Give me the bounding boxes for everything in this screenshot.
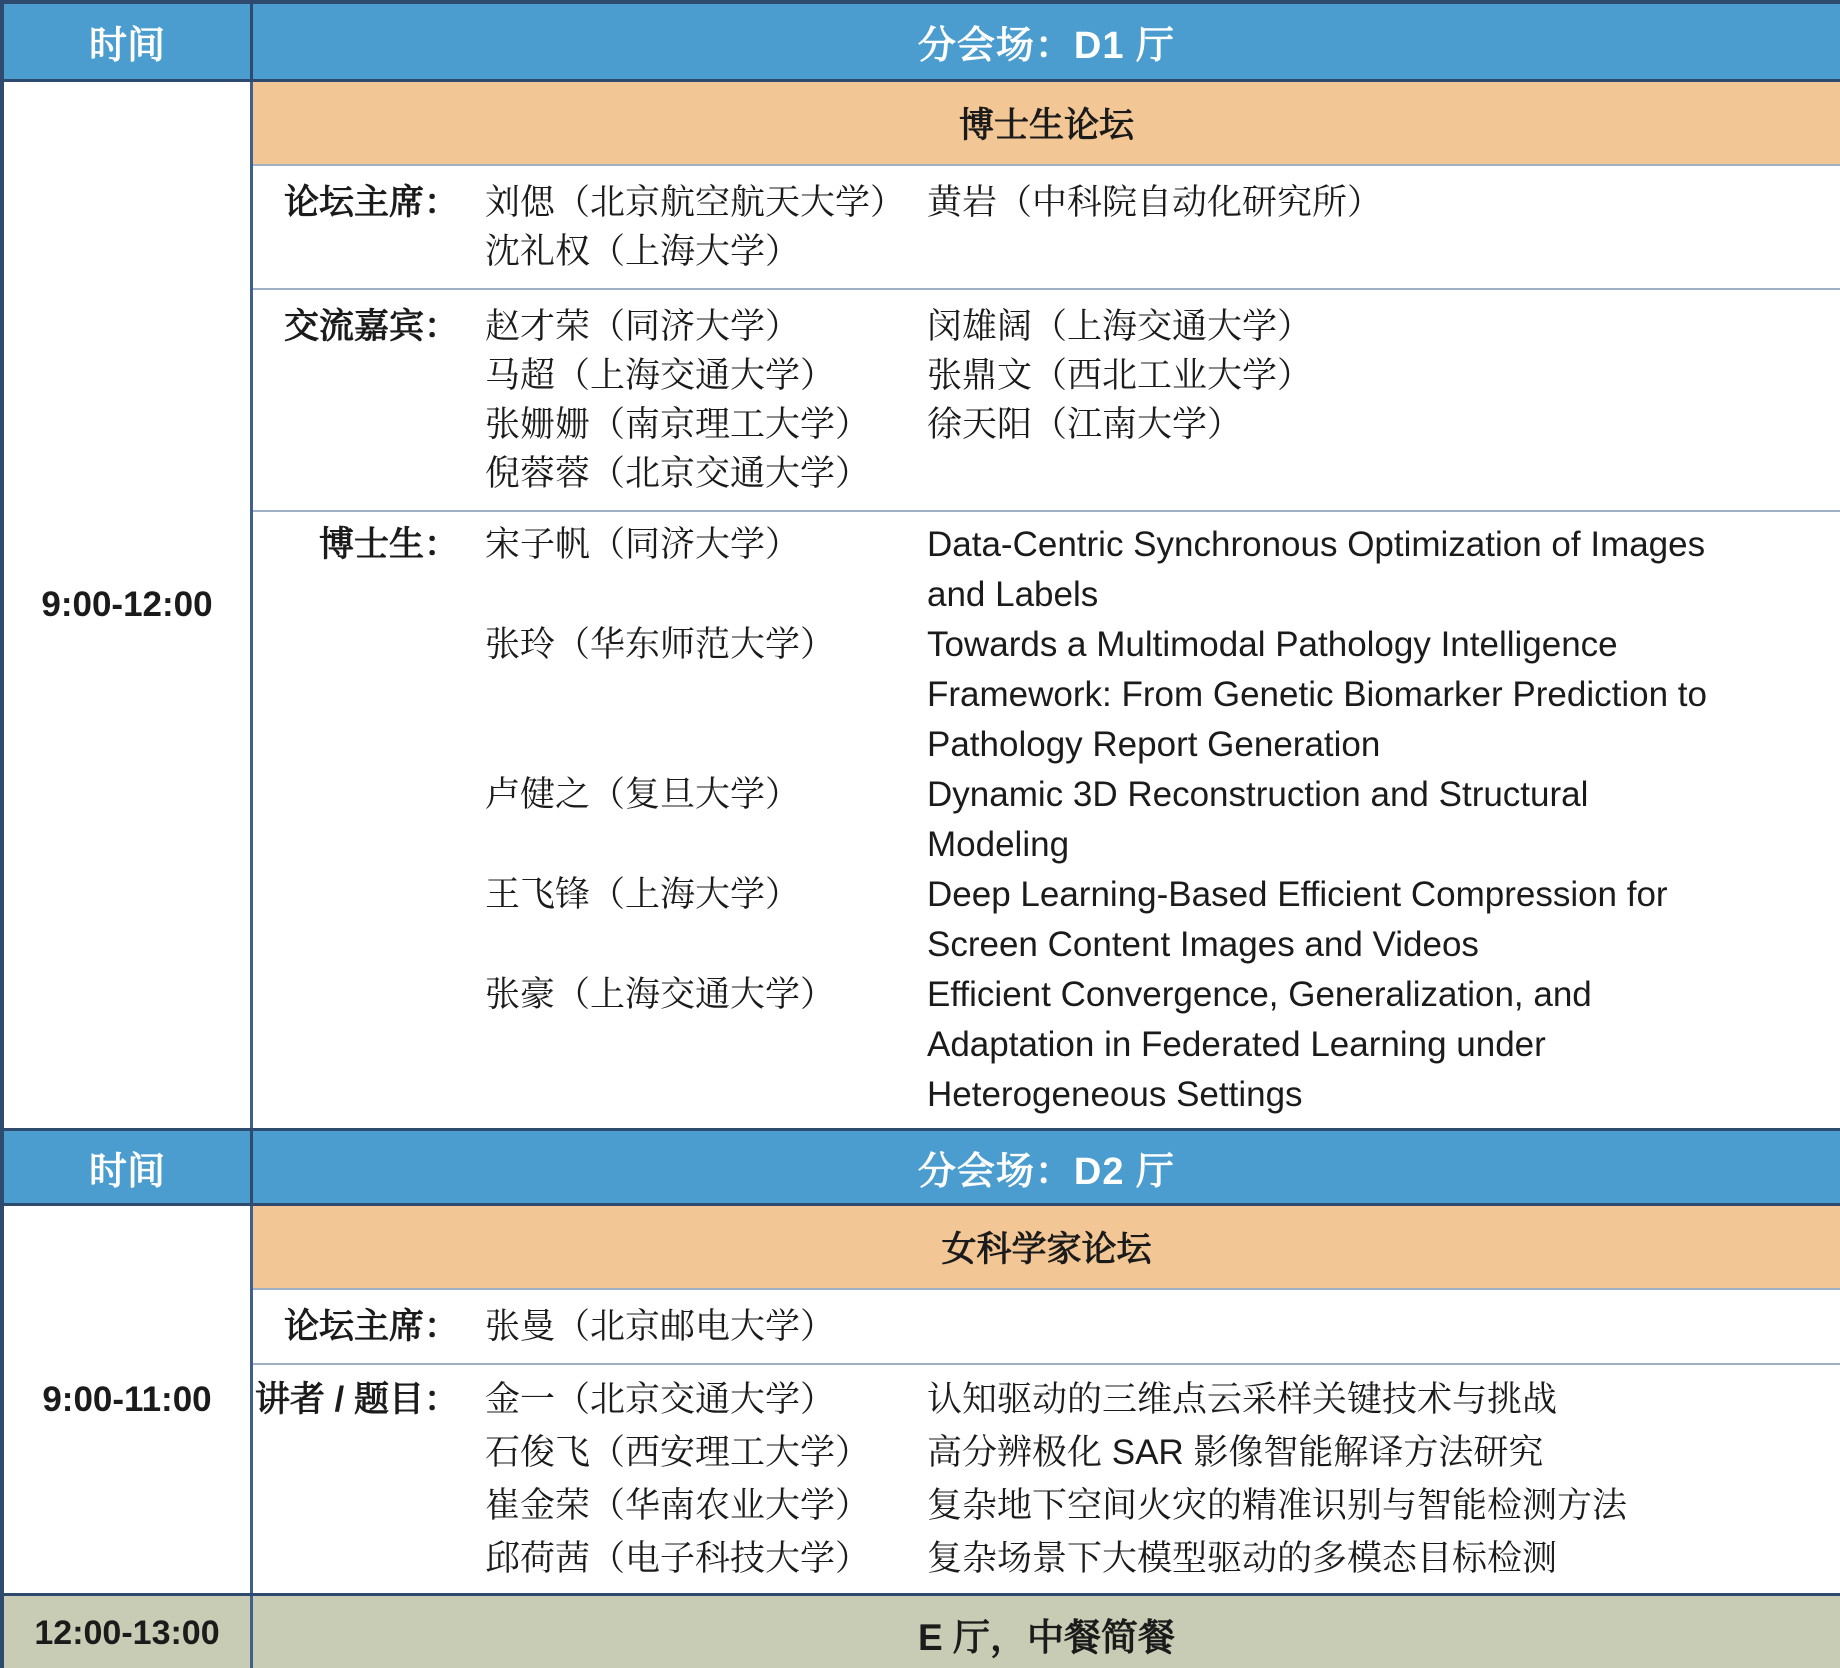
phd-name: 张玲（华东师范大学） <box>485 625 836 664</box>
header-row-d1 <box>4 4 1840 82</box>
speakers-row <box>253 1365 1840 1593</box>
speaker-name: 崔金荣（华南农业大学） <box>485 1486 871 1525</box>
speaker-talk-title: 高分辨极化 SAR 影像智能解译方法研究 <box>927 1433 1544 1472</box>
speaker-talk-title: 复杂地下空间火灾的精准识别与智能检测方法 <box>927 1486 1628 1525</box>
guests-label: 交流嘉宾： <box>283 307 459 346</box>
phd-entry <box>459 970 1840 1120</box>
chairs-row <box>253 166 1840 288</box>
time-cell-d1: 9:00-12:00 <box>4 82 253 1128</box>
guest-name: 赵才荣（同济大学） <box>485 307 801 346</box>
lunch-venue-text: E 厅，中餐简餐 <box>918 1616 1175 1658</box>
phd-talk-title: Dynamic 3D Reconstruction and Structural Modeling <box>927 775 1589 864</box>
chair-name: 黄岩（中科院自动化研究所） <box>927 183 1383 222</box>
time-column-header: 时间 <box>4 1131 253 1203</box>
guest-name: 马超（上海交通大学） <box>485 356 836 395</box>
speaker-entry <box>459 1426 1840 1479</box>
speaker-talk-title: 认知驱动的三维点云采样关键技术与挑战 <box>927 1380 1558 1419</box>
phd-entry <box>459 620 1840 770</box>
phd-name: 卢健之（复旦大学） <box>485 775 801 814</box>
phd-talk-title: Deep Learning-Based Efficient Compression for Screen Content Images and Videos <box>927 875 1668 964</box>
phd-entry <box>459 520 1840 620</box>
chairs-row-d2 <box>253 1290 1840 1363</box>
chair-name: 张曼（北京邮电大学） <box>485 1307 836 1346</box>
phd-talk-title: Towards a Multimodal Pathology Intelligence Framework: From Genetic Biomarker Prediction to Pathology Report Generation <box>927 625 1707 764</box>
forum-banner-d2: 女科学家论坛 <box>253 1206 1840 1290</box>
speakers-label: 讲者 / 题目： <box>254 1380 459 1419</box>
content-d2 <box>253 1206 1840 1593</box>
phd-talk-title: Efficient Convergence, Generalization, and Adaptation in Federated Learning under Heterogeneous Settings <box>927 975 1592 1114</box>
guest-name: 闵雄阔（上海交通大学） <box>927 307 1313 346</box>
speaker-talk-title: 复杂场景下大模型驱动的多模态目标检测 <box>927 1539 1558 1578</box>
guest-name: 张鼎文（西北工业大学） <box>927 356 1313 395</box>
guest-name: 倪蓉蓉（北京交通大学） <box>485 454 871 493</box>
phd-talk-title: Data-Centric Synchronous Optimization of Images and Labels <box>927 525 1706 614</box>
header-row-d2 <box>4 1128 1840 1206</box>
chair-name: 沈礼权（上海大学） <box>485 232 801 271</box>
chairs-label: 论坛主席： <box>283 1307 459 1346</box>
venue-header-d1: 分会场：D1 厅 <box>917 25 1176 67</box>
speaker-entry <box>459 1479 1840 1532</box>
phd-label: 博士生： <box>318 525 459 564</box>
forum-banner-d1: 博士生论坛 <box>253 82 1840 166</box>
phd-name: 张豪（上海交通大学） <box>485 975 836 1014</box>
phd-name: 宋子帆（同济大学） <box>485 525 801 564</box>
section-d1-body <box>4 82 1840 1128</box>
phd-name: 王飞锋（上海大学） <box>485 875 801 914</box>
guests-row <box>253 290 1840 510</box>
time-column-header: 时间 <box>4 4 253 79</box>
section-d2-body <box>4 1206 1840 1593</box>
guest-name: 张姗姗（南京理工大学） <box>485 405 871 444</box>
speaker-entry <box>459 1373 1840 1426</box>
phd-entry <box>459 770 1840 870</box>
speaker-name: 石俊飞（西安理工大学） <box>485 1433 871 1472</box>
phd-row <box>253 512 1840 1128</box>
phd-entry <box>459 870 1840 970</box>
content-d1 <box>253 82 1840 1128</box>
chair-name: 刘偲（北京航空航天大学） <box>485 183 906 222</box>
guest-name: 徐天阳（江南大学） <box>927 405 1243 444</box>
chairs-label: 论坛主席： <box>283 183 459 222</box>
speaker-entry <box>459 1532 1840 1585</box>
lunch-row <box>4 1593 1840 1668</box>
lunch-time-cell: 12:00-13:00 <box>4 1596 253 1668</box>
time-cell-d2: 9:00-11:00 <box>4 1206 253 1593</box>
venue-header-d2: 分会场：D2 厅 <box>917 1150 1176 1193</box>
speaker-name: 邱荷茜（电子科技大学） <box>485 1539 871 1578</box>
speaker-name: 金一（北京交通大学） <box>485 1380 836 1419</box>
